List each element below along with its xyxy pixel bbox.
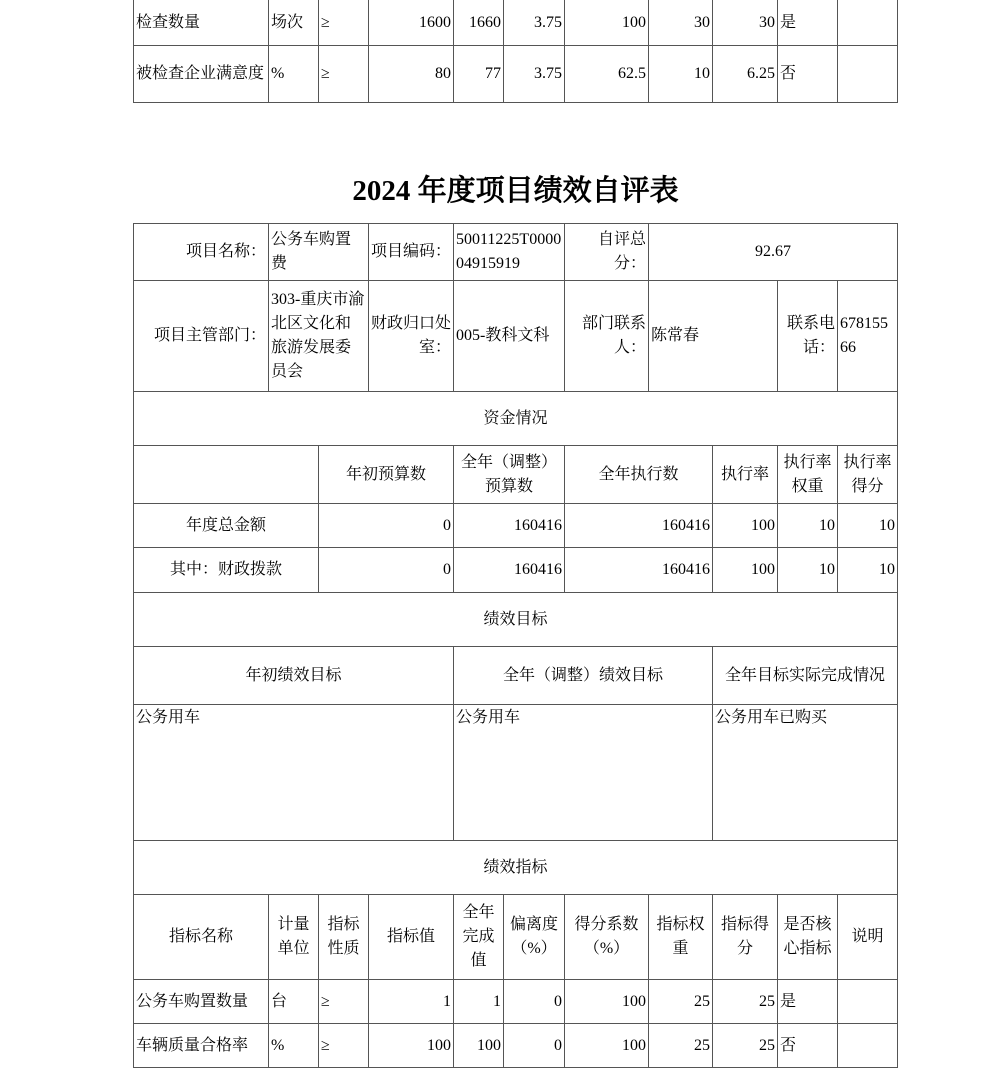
funds-header: 年初预算数 — [319, 446, 454, 504]
indicator-row-cell: 100 — [454, 1024, 504, 1068]
funds-cell: 0 — [319, 548, 454, 593]
finance-office: 005-教科文科 — [454, 281, 565, 392]
funds-row — [134, 548, 898, 593]
prev-indicator-row-cell: 否 — [778, 46, 838, 103]
funds-cell: 160416 — [454, 504, 565, 548]
name-label: 项目名称： — [134, 224, 269, 281]
indicators-header-row-cell: 全年完成值 — [454, 895, 504, 980]
indicator-row-cell: 25 — [649, 1024, 713, 1068]
indicators-header-row-cell: 计量单位 — [269, 895, 319, 980]
project-name: 公务车购置费 — [269, 224, 369, 281]
prev-indicator-row-cell: 3.75 — [504, 0, 565, 46]
prev-indicator-row-cell: % — [269, 46, 319, 103]
indicators-header-row-cell: 指标名称 — [134, 895, 269, 980]
prev-indicator-row-cell: 1660 — [454, 0, 504, 46]
funds-cell: 10 — [838, 548, 898, 593]
department: 303-重庆市渝北区文化和旅游发展委员会 — [269, 281, 369, 392]
goals-header: 年初绩效目标 — [134, 647, 454, 705]
total-score: 92.67 — [649, 224, 898, 281]
funds-header: 全年执行数 — [565, 446, 713, 504]
indicator-row-cell: 25 — [649, 980, 713, 1024]
department-row — [134, 281, 898, 392]
funds-row — [134, 504, 898, 548]
funds-cell: 0 — [319, 504, 454, 548]
indicator-row-cell — [838, 980, 898, 1024]
prev-indicator-row-cell: 6.25 — [713, 46, 778, 103]
funds-header: 执行率得分 — [838, 446, 898, 504]
adjusted-goal: 公务用车 — [454, 705, 713, 841]
empty-cell — [134, 446, 319, 504]
indicator-row-cell: 100 — [369, 1024, 454, 1068]
indicators-header-row-cell: 指标权重 — [649, 895, 713, 980]
indicators-header-row — [134, 895, 898, 980]
funds-header: 执行率权重 — [778, 446, 838, 504]
goals-header-row — [134, 647, 898, 705]
indicator-row-cell: 否 — [778, 1024, 838, 1068]
prev-indicator-row-cell: 1600 — [369, 0, 454, 46]
prev-indicator-row-cell: 检查数量 — [134, 0, 269, 46]
goals-row — [134, 705, 898, 841]
page-title: 2024 年度项目绩效自评表 — [352, 175, 679, 207]
indicator-row-cell: 25 — [713, 1024, 778, 1068]
funds-cell: 100 — [713, 504, 778, 548]
funds-row-label: 其中：财政拨款 — [134, 548, 319, 593]
indicators-header-row-cell: 得分系数（%） — [565, 895, 649, 980]
prev-indicator-row-cell: 100 — [565, 0, 649, 46]
prev-indicator-row-cell — [838, 46, 898, 103]
indicator-row-cell: 台 — [269, 980, 319, 1024]
indicators-header-row-cell: 偏离度（%） — [504, 895, 565, 980]
indicator-row-cell: ≥ — [319, 1024, 369, 1068]
funds-cell: 10 — [838, 504, 898, 548]
prev-indicator-row-cell: 77 — [454, 46, 504, 103]
prev-indicator-row — [134, 46, 898, 103]
indicator-row-cell: 1 — [369, 980, 454, 1024]
goals-header: 全年（调整）绩效目标 — [454, 647, 713, 705]
contact-label: 部门联系人： — [565, 281, 649, 392]
indicator-row-cell: 公务车购置数量 — [134, 980, 269, 1024]
goals-header: 全年目标实际完成情况 — [713, 647, 898, 705]
project-info-row — [134, 224, 898, 281]
indicator-row-cell: 100 — [565, 1024, 649, 1068]
phone-label: 联系电话： — [778, 281, 838, 392]
funds-cell: 100 — [713, 548, 778, 593]
funds-header: 全年（调整）预算数 — [454, 446, 565, 504]
prev-indicator-row-cell: 30 — [649, 0, 713, 46]
indicators-header-row-cell: 指标值 — [369, 895, 454, 980]
score-label: 自评总分： — [565, 224, 649, 281]
prev-indicator-row-cell: 80 — [369, 46, 454, 103]
project-code: 50011225T000004915919 — [454, 224, 565, 281]
prev-indicator-row-cell: 3.75 — [504, 46, 565, 103]
code-label: 项目编码： — [369, 224, 454, 281]
initial-goal: 公务用车 — [134, 705, 454, 841]
funds-header-row — [134, 446, 898, 504]
funds-cell: 10 — [778, 548, 838, 593]
indicators-header-row-cell: 说明 — [838, 895, 898, 980]
dept-label: 项目主管部门： — [134, 281, 269, 392]
indicator-row-cell: 100 — [565, 980, 649, 1024]
funds-cell: 10 — [778, 504, 838, 548]
actual-completion: 公务用车已购买 — [713, 705, 898, 841]
indicator-row-cell: % — [269, 1024, 319, 1068]
prev-indicator-row-cell: 是 — [778, 0, 838, 46]
indicators-section-title: 绩效指标 — [134, 841, 898, 895]
prev-indicator-row-cell: 30 — [713, 0, 778, 46]
prev-indicator-row-cell: 被检查企业满意度 — [134, 46, 269, 103]
funds-section-title: 资金情况 — [134, 392, 898, 446]
indicators-header-row-cell: 指标得分 — [713, 895, 778, 980]
funds-header: 执行率 — [713, 446, 778, 504]
indicator-row — [134, 980, 898, 1024]
funds-row-label: 年度总金额 — [134, 504, 319, 548]
finance-label: 财政归口处室： — [369, 281, 454, 392]
indicator-row-cell: 1 — [454, 980, 504, 1024]
contact-person: 陈常春 — [649, 281, 778, 392]
funds-cell: 160416 — [454, 548, 565, 593]
indicators-header-row-cell: 指标性质 — [319, 895, 369, 980]
prev-indicator-row-cell: ≥ — [319, 0, 369, 46]
indicator-row-cell: 0 — [504, 980, 565, 1024]
prev-indicator-row-cell: ≥ — [319, 46, 369, 103]
indicator-row-cell: 0 — [504, 1024, 565, 1068]
indicator-row-cell: 是 — [778, 980, 838, 1024]
prev-indicator-row-cell: 场次 — [269, 0, 319, 46]
prev-indicator-row — [134, 0, 898, 46]
previous-indicator-table — [133, 0, 898, 103]
funds-cell: 160416 — [565, 504, 713, 548]
indicator-row-cell: ≥ — [319, 980, 369, 1024]
self-evaluation-table — [133, 223, 898, 1068]
indicator-row-cell: 车辆质量合格率 — [134, 1024, 269, 1068]
prev-indicator-row-cell: 62.5 — [565, 46, 649, 103]
prev-indicator-row-cell: 10 — [649, 46, 713, 103]
prev-indicator-row-cell — [838, 0, 898, 46]
phone: 67815566 — [838, 281, 898, 392]
indicator-row-cell: 25 — [713, 980, 778, 1024]
goals-section-title: 绩效目标 — [134, 593, 898, 647]
indicators-header-row-cell: 是否核心指标 — [778, 895, 838, 980]
funds-cell: 160416 — [565, 548, 713, 593]
